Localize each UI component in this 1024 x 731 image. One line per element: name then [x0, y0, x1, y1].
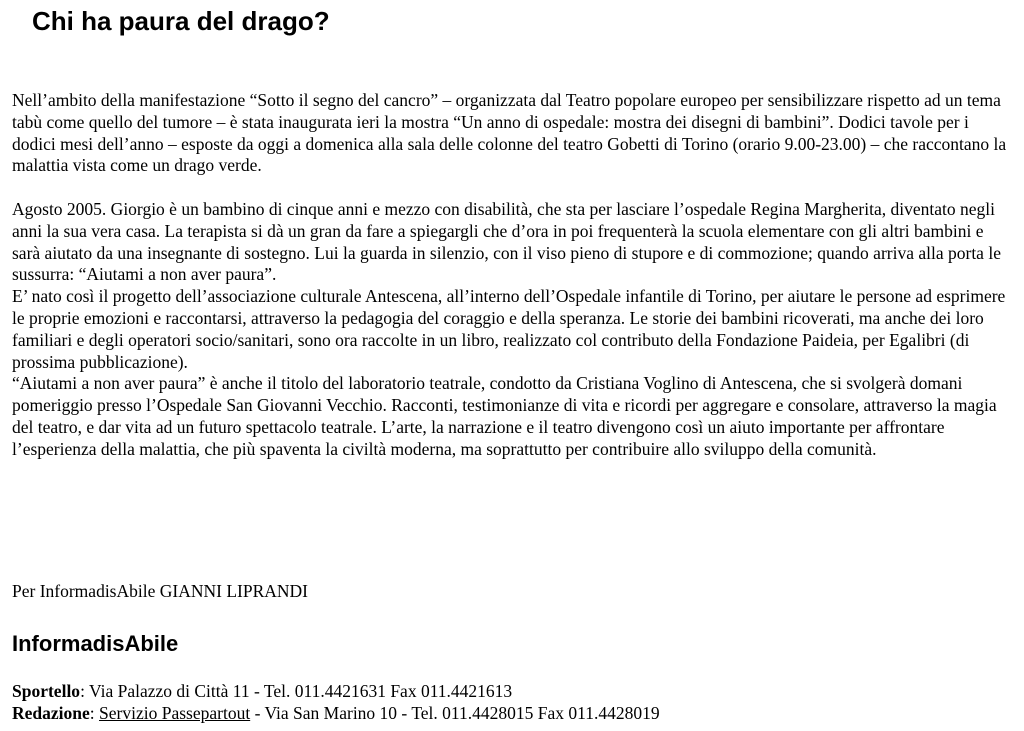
article-paragraph-3: “Aiutami a non aver paura” è anche il titolo del laboratorio teatrale, condotto da Cristiana Voglino di Antescena, che si svolgerà domani pomeriggio presso l’Ospedale San Giovanni Vecchio. Racconti, testimonianze di vita e ricordi per aggregare e consolare, attraverso la magia del teatro, e dar vita ad un futuro spettacolo teatrale. L’arte, la narrazione e il teatro divengono così un aiuto importante per affrontare l’esperienza della malattia, che più spaventa la civiltà moderna, ma soprattutto per contribuire allo sviluppo della comunità. — [12, 373, 997, 459]
paragraph-spacer — [12, 177, 1012, 199]
redazione-line — [12, 702, 660, 724]
article-title: Chi ha paura del drago? — [32, 6, 330, 36]
sportello-separator: : — [80, 681, 85, 701]
contact-info — [12, 680, 660, 724]
redazione-label: Redazione — [12, 703, 90, 723]
redazione-separator: : — [89, 703, 100, 723]
org-name-heading: InformadisAbile — [12, 631, 179, 656]
article-intro-paragraph: Nell’ambito della manifestazione “Sotto il segno del cancro” – organizzata dal Teatro popolare europeo per sensibilizzare rispetto ad un tema tabù come quello del tumore – è stata inaugurata ieri la mostra “Un anno di ospedale: mostra dei disegni di bambini”. Dodici tavole per i dodici mesi dell’anno – esposte da oggi a domenica alla sala delle colonne del teatro Gobetti di Torino (orario 9.00-23.00) – che raccontano la malattia vista come un drago verde. — [12, 90, 1007, 176]
sportello-label: Sportello — [12, 681, 81, 701]
sportello-line — [12, 680, 660, 702]
article-paragraph-2: E’ nato così il progetto dell’associazione culturale Antescena, all’interno dell’Ospedale infantile di Torino, per aiutare le persone ad esprimere le proprie emozioni e raccontarsi, attraverso la pedagogia del coraggio e della speranza. Le storie dei bambini ricoverati, ma anche dei loro familiari e degli operatori socio/sanitari, sono ora raccolte in un libro, realizzato col contributo della Fondazione Paideia, per Egalibri (di prossima pubblicazione). — [12, 286, 1006, 372]
sportello-address: Via Palazzo di Città 11 - Tel. 011.4421631 Fax 011.4421613 — [84, 681, 513, 701]
servizio-passepartout-link[interactable]: Servizio Passepartout — [99, 703, 251, 723]
article-body — [12, 90, 1012, 461]
article-paragraph-1: Agosto 2005. Giorgio è un bambino di cinque anni e mezzo con disabilità, che sta per lasciare l’ospedale Regina Margherita, diventato negli anni la sua vera casa. La terapista si dà un gran da fare a spiegargli che d’ora in poi frequenterà la scuola elementare con gli altri bambini e sarà aiutato da una insegnante di sostegno. Lui la guarda in silenzio, con il viso pieno di stupore e di commozione; quando arriva alla porta le sussurra: “Aiutami a non aver paura”. — [12, 198, 1001, 285]
redazione-address: - Via San Marino 10 - Tel. 011.4428015 Fax 011.4428019 — [250, 703, 660, 723]
article-byline: Per InformadisAbile GIANNI LIPRANDI — [12, 581, 308, 601]
